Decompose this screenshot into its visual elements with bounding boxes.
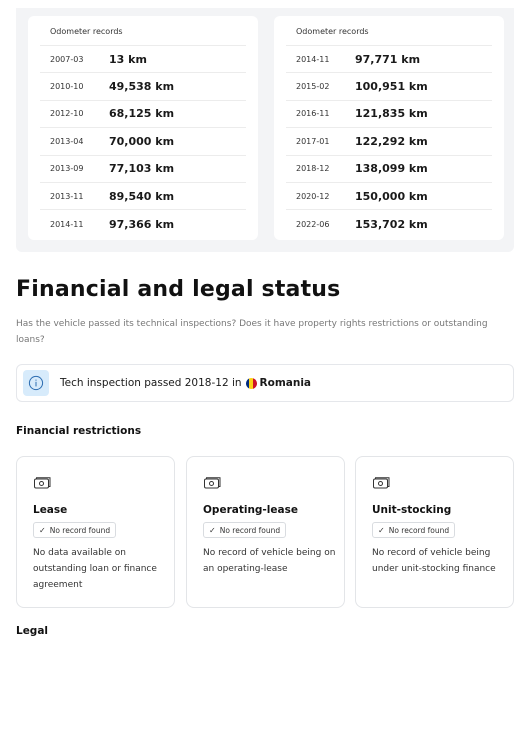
odometer-row [40, 210, 246, 237]
check-icon: ✓ [378, 525, 385, 535]
lease-description: No data available on outstanding loan or finance agreement [33, 548, 157, 590]
section-title: Financial and legal status [16, 277, 341, 302]
money-icon [203, 476, 221, 490]
odometer-row [40, 46, 246, 73]
odometer-km: 122,292 km [355, 134, 428, 148]
odometer-row [286, 73, 492, 100]
odometer-date: 2014-11 [50, 219, 84, 229]
odometer-km: 49,538 km [109, 80, 175, 94]
odometer-date: 2012-10 [50, 109, 84, 119]
odometer-date: 2022-06 [296, 219, 330, 229]
odometer-card-right [274, 16, 504, 240]
odometer-row [286, 46, 492, 73]
odometer-row [40, 128, 246, 155]
money-icon [33, 476, 51, 490]
odometer-km: 97,366 km [109, 217, 175, 231]
odometer-date: 2018-12 [296, 164, 330, 174]
badge-label: No record found [219, 525, 281, 535]
odometer-row [40, 73, 246, 100]
odometer-date: 2020-12 [296, 191, 330, 201]
odometer-section [16, 8, 514, 252]
odometer-km: 68,125 km [109, 107, 175, 121]
inspection-notice [16, 364, 514, 402]
info-icon [23, 370, 49, 396]
odometer-row [286, 128, 492, 155]
odometer-km: 89,540 km [109, 189, 175, 203]
odometer-date: 2017-01 [296, 136, 330, 146]
odometer-title: Odometer records [286, 16, 492, 46]
odometer-date: 2013-11 [50, 191, 84, 201]
odometer-date: 2013-09 [50, 164, 84, 174]
operating-lease-description: No record of vehicle being on an operating-lease [203, 548, 336, 574]
inspection-text: Tech inspection passed 2018-12 in [60, 377, 242, 389]
lease-title: Lease [33, 504, 68, 516]
money-icon [372, 476, 390, 490]
odometer-title: Odometer records [40, 16, 246, 46]
odometer-km: 77,103 km [109, 162, 175, 176]
odometer-row [286, 156, 492, 183]
odometer-row [286, 101, 492, 128]
odometer-row [40, 183, 246, 210]
odometer-row [286, 183, 492, 210]
section-intro: Has the vehicle passed its technical inspections? Does it have property rights restrictions or outstanding loans? [16, 319, 488, 345]
odometer-km: 121,835 km [355, 107, 428, 121]
operating-lease-card [186, 456, 345, 608]
badge-label: No record found [388, 525, 450, 535]
odometer-date: 2014-11 [296, 54, 330, 64]
status-badge [203, 522, 286, 538]
odometer-card-left [28, 16, 258, 240]
badge-label: No record found [49, 525, 111, 535]
odometer-date: 2015-02 [296, 82, 330, 92]
lease-card [16, 456, 175, 608]
check-icon: ✓ [39, 525, 46, 535]
check-icon: ✓ [209, 525, 216, 535]
odometer-row [40, 156, 246, 183]
romania-flag-icon [246, 378, 257, 389]
odometer-date: 2010-10 [50, 82, 84, 92]
status-badge [33, 522, 116, 538]
odometer-km: 13 km [109, 52, 147, 66]
odometer-km: 153,702 km [355, 217, 428, 231]
odometer-row [40, 101, 246, 128]
unit-stocking-title: Unit-stocking [372, 504, 452, 516]
unit-stocking-card [355, 456, 514, 608]
odometer-km: 150,000 km [355, 189, 428, 203]
inspection-country: Romania [259, 377, 312, 389]
inspection-text-wrap [60, 377, 311, 389]
odometer-km: 70,000 km [109, 134, 175, 148]
odometer-km: 138,099 km [355, 162, 428, 176]
odometer-km: 100,951 km [355, 80, 428, 94]
odometer-date: 2013-04 [50, 136, 84, 146]
status-badge [372, 522, 455, 538]
legal-heading: Legal [16, 625, 49, 637]
odometer-km: 97,771 km [355, 52, 421, 66]
odometer-row [286, 210, 492, 237]
operating-lease-title: Operating-lease [203, 504, 298, 516]
odometer-date: 2007-03 [50, 54, 84, 64]
odometer-date: 2016-11 [296, 109, 330, 119]
financial-heading: Financial restrictions [16, 425, 142, 437]
unit-stocking-description: No record of vehicle being under unit-stocking finance [372, 548, 496, 574]
